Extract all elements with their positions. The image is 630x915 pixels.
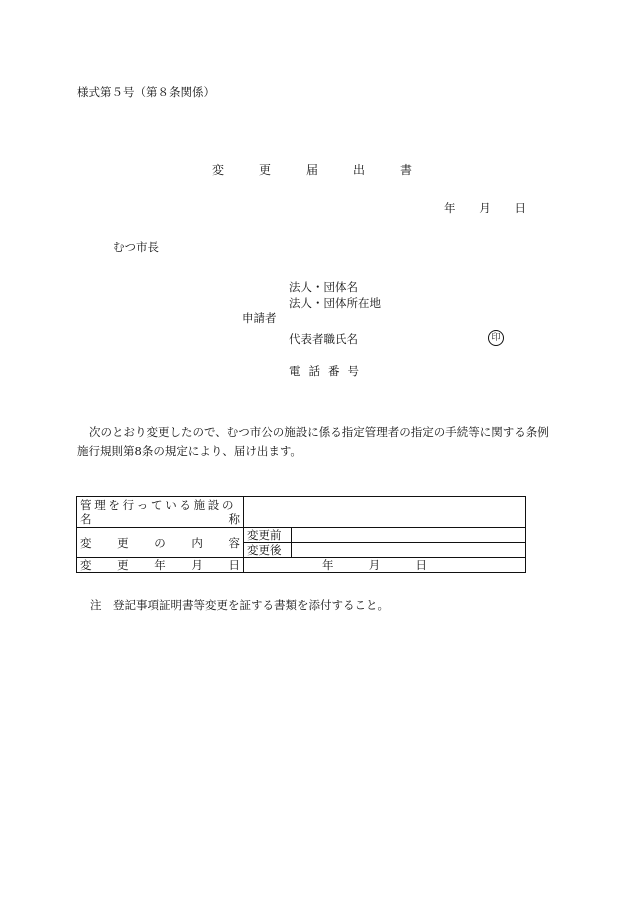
change-content-label — [77, 528, 244, 558]
form-reference: 様式第５号（第８条関係） — [77, 85, 215, 99]
seal-mark: 印 — [488, 330, 504, 346]
title-char: 更 — [258, 163, 271, 177]
body-text: 次のとおり変更したので、むつ市公の施設に係る指定管理者の指定の手続等に関する条例施行規則第8条の規定により、届け出ます。 — [77, 425, 549, 458]
date-year: 年 — [322, 558, 334, 572]
change-date-label — [77, 558, 244, 573]
corporation-address-label: 法人・団体所在地 — [289, 296, 381, 310]
submission-date — [444, 201, 526, 215]
title-char: 出 — [352, 163, 365, 177]
content-label-char: の — [154, 535, 166, 550]
addressee: むつ市長 — [113, 240, 159, 254]
after-change-label: 変更後 — [244, 543, 292, 558]
phone-number-label — [289, 364, 359, 378]
facility-label-line2 — [80, 512, 240, 526]
date-month: 月 — [479, 201, 491, 215]
applicant-label: 申請者 — [242, 311, 277, 325]
facility-label-char: 名 — [80, 512, 92, 526]
before-change-label: 変更前 — [244, 528, 292, 543]
facility-name-field[interactable] — [244, 497, 526, 528]
change-details-table — [76, 496, 526, 573]
corporation-name-label: 法人・団体名 — [289, 280, 358, 294]
title-char: 書 — [399, 163, 412, 177]
phone-char: 話 — [308, 364, 320, 378]
facility-name-label — [77, 497, 244, 528]
content-label-char: 内 — [191, 535, 203, 550]
date-day: 日 — [514, 201, 526, 215]
phone-char: 電 — [289, 364, 301, 378]
change-date-char: 年 — [154, 558, 166, 572]
content-label-char: 容 — [228, 535, 240, 550]
facility-label-char: 称 — [228, 512, 240, 526]
change-date-char: 月 — [191, 558, 203, 572]
table-row — [77, 497, 526, 528]
date-month: 月 — [368, 558, 381, 572]
table-row — [77, 528, 526, 543]
table-row — [77, 558, 526, 573]
title-char: 届 — [305, 163, 318, 177]
before-change-field[interactable] — [292, 528, 526, 543]
change-date-char: 日 — [228, 558, 240, 572]
date-day: 日 — [415, 558, 427, 572]
attachment-note: 注 登記事項証明書等変更を証する書類を添付すること。 — [90, 598, 389, 612]
after-change-field[interactable] — [292, 543, 526, 558]
content-label-char: 更 — [117, 535, 129, 550]
title-char: 変 — [212, 163, 225, 177]
document-title — [212, 163, 412, 177]
change-date-char: 更 — [117, 558, 129, 572]
phone-char: 番 — [328, 364, 340, 378]
representative-name-label: 代表者職氏名 — [289, 332, 358, 346]
date-year: 年 — [444, 201, 456, 215]
content-label-char: 変 — [80, 535, 92, 550]
facility-label-line1: 管理を行っている施設の — [80, 498, 237, 512]
phone-char: 号 — [347, 364, 359, 378]
change-date-char: 変 — [80, 558, 92, 572]
change-date-field[interactable] — [244, 558, 526, 573]
